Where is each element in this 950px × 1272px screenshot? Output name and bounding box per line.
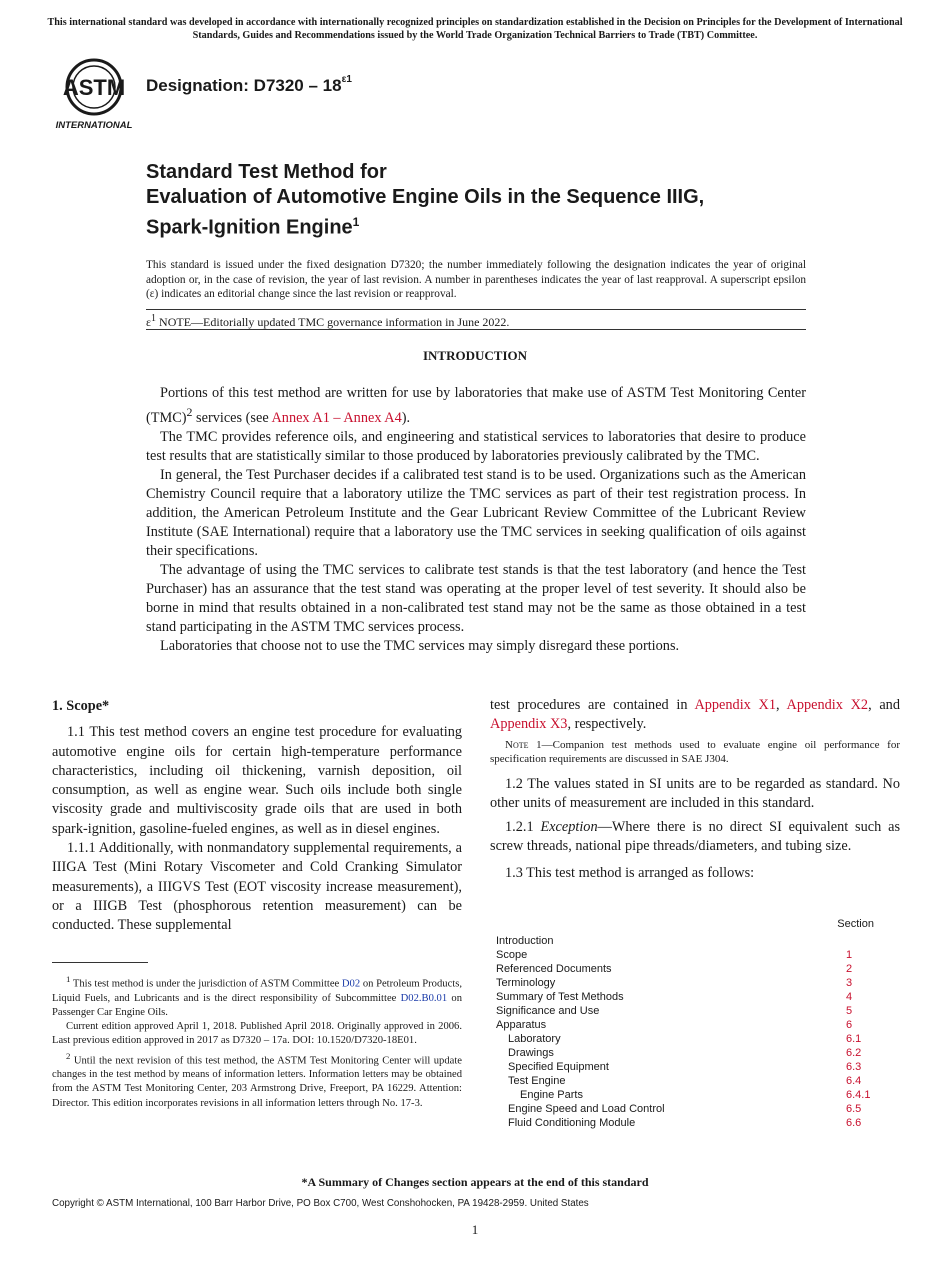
divider [146, 329, 806, 330]
toc-row [496, 934, 876, 948]
designation: Designation: $D7320 - 18^{\varepsilon 1}$ [146, 74, 352, 95]
page-number: 1 [471, 1222, 479, 1237]
toc-label: Test Engine [508, 1075, 566, 1087]
toc-label: Engine Parts [520, 1089, 583, 1101]
toc-section-link[interactable]: 4 [846, 991, 853, 1003]
toc-row [496, 962, 876, 976]
toc-section-link[interactable]: 6.5 [846, 1103, 862, 1115]
toc-label: Specified Equipment [508, 1061, 609, 1073]
issue-statement: This standard is issued under the fixed designation D7320; the number immediately following the designation indicates the year of original adoption or, in the case of revision, the year of last revision. A number in parentheses indicates the year of last reapproval. A superscript epsilon (ε) indicates an editorial change since the last revision or reapproval. [146, 259, 806, 300]
footnote-divider [52, 962, 148, 963]
intro-paragraph: In general, the Test Purchaser decides if a calibrated test stand is to be used. Organizations such as the American Chemistry Council require that a laboratory utilize the TMC services as part of their test registration process. In addition, the American Petroleum Institute and the Gear Lubricant Review Committee of the Lubricant Review Institute (SAE International) require that a laboratory use the TMC services in seeking qualification of oils against their specifications. [146, 466, 806, 559]
designation-epsilon: ε1 [341, 74, 352, 86]
toc-label: Drawings [508, 1047, 554, 1059]
toc-label: Summary of Test Methods [496, 991, 624, 1003]
footnotes [52, 972, 462, 1111]
toc-row [496, 976, 876, 990]
introduction-heading: INTRODUCTION [422, 348, 527, 363]
toc-label: Significance and Use [496, 1005, 600, 1017]
section-1-2-1: 1.2.1 Exception—Where there is no direct SI equivalent such as screw threads, national pipe threads/diameters, and tubing size. [490, 819, 901, 855]
svg-text:ASTM: ASTM [62, 75, 126, 100]
toc-row [496, 1018, 876, 1032]
toc-label: Fluid Conditioning Module [508, 1117, 636, 1129]
intro-paragraph: The advantage of using the TMC services to calibrate test stands is that the test laboratory (and hence the Test Purchaser) has an assurance that the test stand was operating at the proper level of test severity. It should also be borne in mind that results obtained in a non-calibrated test stand may not be the same as those obtained in a test stand participating in the ASTM TMC services process. [146, 561, 806, 635]
toc-label: Scope [496, 949, 528, 961]
copyright: Copyright © ASTM International, 100 Barr Harbor Drive, PO Box C700, West Conshohocken, PA 19428-2959. United States [52, 1198, 589, 1209]
toc-label: Laboratory [508, 1033, 561, 1045]
toc-section-link[interactable]: 5 [846, 1005, 853, 1017]
toc-section-link[interactable]: 6.4.1 [846, 1089, 871, 1101]
toc-section-link[interactable]: 6.2 [846, 1047, 862, 1059]
toc-label: Engine Speed and Load Control [508, 1103, 665, 1115]
title-line-1: Standard Test Method for [146, 161, 387, 183]
toc-label: Apparatus [496, 1019, 547, 1031]
toc-section-link[interactable]: 6.1 [846, 1033, 862, 1045]
scope-heading: 1. Scope* [52, 698, 110, 714]
note-1: Note 1—Companion test methods used to evaluate engine oil performance for specification requirements are discussed in SAE J304. [490, 738, 900, 765]
footnote-1-edition: Current edition approved April 1, 2018. Published April 2018. Originally approved in 2006. Last previous edition approved in 2017 as D7320 – 17a. DOI: 10.1520/D7320-18E01. [52, 1021, 462, 1047]
right-column [490, 696, 900, 883]
section-1-3: 1.3 This test method is arranged as follows: [505, 864, 755, 881]
left-column [52, 697, 462, 936]
toc-section-link[interactable]: 3 [846, 977, 853, 989]
toc-row [496, 1102, 876, 1116]
astm-logo [53, 56, 135, 132]
toc-section-link[interactable]: 1 [846, 949, 853, 961]
toc-row [496, 1046, 876, 1060]
section-1-1: 1.1 This test method covers an engine test procedure for evaluating automotive engine oils for certain high-temperature performance characteristics, including oil thickening, varnish deposition, oil consumption, as well as engine wear. Such oils include both single viscosity grade and multiviscosity grade oils that are used in both spark-ignition, gasoline-fueled engines, as well as in diesel engines. [52, 724, 462, 837]
divider [146, 309, 806, 310]
appendix-x1-link[interactable]: Appendix X1 [694, 697, 776, 713]
title-footnote-ref: 1 [352, 215, 360, 229]
title-line-2: Evaluation of Automotive Engine Oils in the Sequence IIIG, [146, 186, 705, 208]
section-1-1-1: 1.1.1 Additionally, with nonmandatory supplemental requirements, a IIIGA Test (Mini Rotary Viscometer and Cold Cranking Simulator measurements), a IIIGVS Test (EOT viscosity increase measurement), or a IIIGB Test (phosphorous retention measurement) can be conducted. These supplemental [52, 840, 462, 934]
toc-section-link[interactable]: 6 [846, 1019, 853, 1031]
toc-row [496, 1074, 876, 1088]
toc-label: Introduction [496, 935, 554, 947]
toc-row [496, 1060, 876, 1074]
toc-section-link[interactable]: 6.6 [846, 1117, 862, 1129]
toc-row [496, 1032, 876, 1046]
toc-row [496, 1004, 876, 1018]
toc-row [496, 1116, 876, 1130]
toc-section-link[interactable]: 6.4 [846, 1075, 862, 1087]
intro-paragraph: Laboratories that choose not to use the TMC services may simply disregard these portions. [160, 637, 680, 654]
toc-row [496, 990, 876, 1004]
toc-section-link[interactable]: 6.3 [846, 1061, 862, 1073]
appendix-x2-link[interactable]: Appendix X2 [786, 697, 869, 713]
toc-section-header: Section [837, 918, 874, 930]
editorial-note: $\varepsilon^1$ NOTE—Editorially updated TMC governance information in June 2022. [146, 313, 510, 329]
toc-row [496, 948, 876, 962]
intro-paragraph: Portions of this test method are written for use by laboratories that make use of ASTM Test Monitoring Center (TMC)$^2$ services (see Annex A1 – Annex A4). [146, 385, 806, 426]
subcommittee-link[interactable]: D02.B0.01 [400, 992, 448, 1004]
international-standard-notice: This international standard was developed in accordance with internationally recognized principles on standardization established in the Decision on Principles for the Development of International Standards, Guides and Recommendations issued by the World Trade Organization Technical Barriers to Trade (TBT) Committee. [47, 17, 903, 41]
committee-link[interactable]: D02 [341, 978, 361, 990]
intro-paragraph: The TMC provides reference oils, and engineering and statistical services to laboratories that desire to produce test results that are statistically similar to those produced by laboratories previously calibrated by the TMC. [146, 428, 806, 464]
toc-row [496, 1088, 876, 1102]
footnote-2: $^2$ Until the next revision of this test method, the ASTM Test Monitoring Center will update changes in the test method by means of information letters. Information letters may be obtained from the ASTM Test Monitoring Center, 203 Armstrong Drive, Freeport, PA 16229. Attention: Director. This edition incorporates revisions in all information letters through No. 17-3. [52, 1050, 462, 1109]
annex-link[interactable]: Annex A1 – Annex A4 [271, 409, 402, 426]
summary-of-changes-note: *A Summary of Changes section appears at the end of this standard [301, 1175, 649, 1189]
appendix-x3-link[interactable]: Appendix X3 [490, 716, 568, 733]
section-1-2: 1.2 The values stated in SI units are to be regarded as standard. No other units of measurement are included in this standard. [490, 775, 900, 811]
footnote-1: $^1$ This test method is under the jurisdiction of ASTM Committee D02 on Petroleum Products, Liquid Fuels, and Lubricants and is the direct responsibility of Subcommittee D02.B0.01 on Passenger Car Engine Oils. [52, 974, 462, 1018]
toc-section-link[interactable]: 2 [846, 963, 853, 975]
title-line-3: Spark-Ignition Engine$^1$ [146, 215, 360, 239]
svg-text:INTERNATIONAL: INTERNATIONAL [55, 120, 133, 131]
introduction-text [146, 384, 806, 656]
section-1-1-1-continued: test procedures are contained in Appendix X1, Appendix X2, and Appendix X3, respectively. [490, 697, 900, 733]
toc-label: Terminology [496, 977, 556, 989]
document-title [146, 160, 846, 241]
contents-table [496, 918, 876, 1130]
toc-label: Referenced Documents [496, 963, 612, 975]
